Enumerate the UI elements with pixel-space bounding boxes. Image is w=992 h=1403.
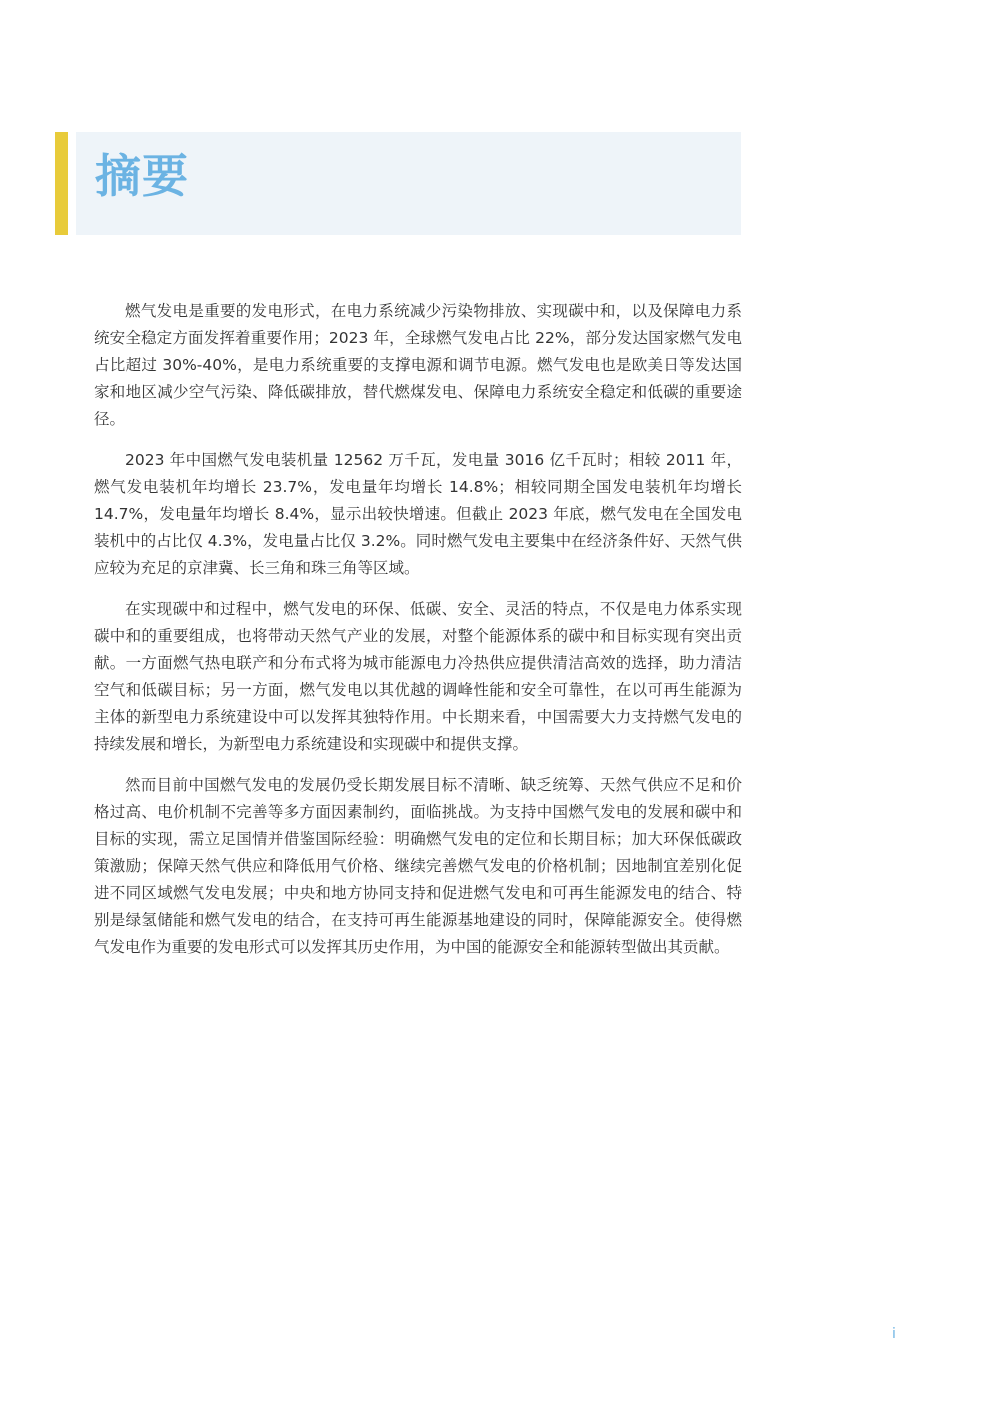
paragraph-1: 燃气发电是重要的发电形式，在电力系统减少污染物排放、实现碳中和，以及保障电力系统安全稳定方面发挥着重要作用；2023 年，全球燃气发电占比 22%，部分发达国家燃气发电占比超过 30%-40%，是电力系统重要的支撑电源和调节电源。燃气发电也是欧美日等发达国家和地区减少空气污染、降低碳排放，替代燃煤发电、保障电力系统安全稳定和低碳的重要途径。 (94, 302, 742, 428)
page-number: i (892, 1326, 896, 1342)
section-header (55, 132, 741, 235)
title-accent-bar (55, 132, 68, 235)
paragraph-3: 在实现碳中和过程中，燃气发电的环保、低碳、安全、灵活的特点，不仅是电力体系实现碳中和的重要组成，也将带动天然气产业的发展，对整个能源体系的碳中和目标实现有突出贡献。一方面燃气热电联产和分布式将为城市能源电力冷热供应提供清洁高效的选择，助力清洁空气和低碳目标；另一方面，燃气发电以其优越的调峰性能和安全可靠性，在以可再生能源为主体的新型电力系统建设中可以发挥其独特作用。中长期来看，中国需要大力支持燃气发电的持续发展和增长，为新型电力系统建设和实现碳中和提供支撑。 (94, 600, 742, 753)
paragraph-2: 2023 年中国燃气发电装机量 12562 万千瓦，发电量 3016 亿千瓦时；相较 2011 年，燃气发电装机年均增长 23.7%，发电量年均增长 14.8%；相较同期全国发电装机年均增长 14.7%，发电量年均增长 8.4%，显示出较快增速。但截止 2023 年底，燃气发电在全国发电装机中的占比仅 4.3%，发电量占比仅 3.2%。同时燃气发电主要集中在经济条件好、天然气供应较为充足的京津冀、长三角和珠三角等区域。 (94, 451, 742, 577)
page-title: 摘要 (95, 149, 189, 203)
paragraph-4: 然而目前中国燃气发电的发展仍受长期发展目标不清晰、缺乏统筹、天然气供应不足和价格过高、电价机制不完善等多方面因素制约，面临挑战。为支持中国燃气发电的发展和碳中和目标的实现，需立足国情并借鉴国际经验：明确燃气发电的定位和长期目标；加大环保低碳政策激励；保障天然气供应和降低用气价格、继续完善燃气发电的价格机制；因地制宜差别化促进不同区域燃气发电发展；中央和地方协同支持和促进燃气发电和可再生能源发电的结合、特别是绿氢储能和燃气发电的结合，在支持可再生能源基地建设的同时，保障能源安全。使得燃气发电作为重要的发电形式可以发挥其历史作用，为中国的能源安全和能源转型做出其贡献。 (94, 776, 742, 956)
abstract-body (94, 298, 742, 975)
